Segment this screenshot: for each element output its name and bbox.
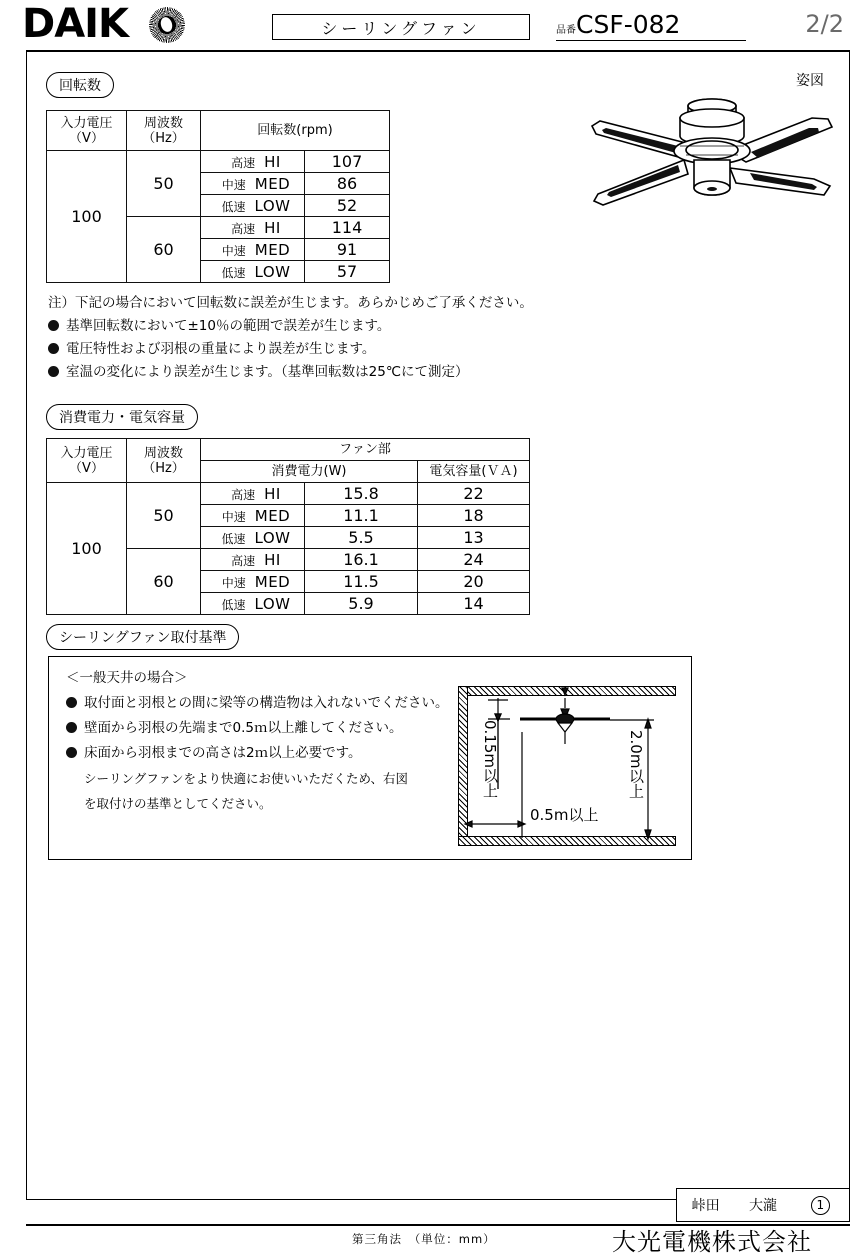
rpm-value-50-low: 52: [305, 195, 390, 217]
table-row: [47, 151, 390, 173]
table-header-row: [47, 439, 530, 461]
power-frequency-60: 60: [127, 549, 201, 615]
rpm-value-50-hi: 107: [305, 151, 390, 173]
install-item-0: [66, 691, 449, 716]
power-speed-60-med: [201, 571, 305, 593]
speed-en: MED: [254, 174, 291, 193]
power-value-50-med: 11.1: [305, 505, 418, 527]
power-header-power: 消費電力(W): [201, 461, 418, 483]
speed-jp: 低速: [221, 531, 246, 546]
rpm-speed-50-hi: [201, 151, 305, 173]
speed-en: HI: [264, 484, 281, 503]
capacity-value-50-med: 18: [418, 505, 530, 527]
speed-jp: 高速: [231, 221, 256, 236]
install-item-0-text: 取付面と羽根との間に梁等の構造物は入れないでください。: [84, 695, 449, 711]
power-table: [46, 438, 530, 615]
daiko-logo: [22, 1, 129, 47]
speed-jp: 高速: [231, 155, 256, 170]
speed-en: LOW: [254, 528, 291, 547]
dim-label-wall: 0.5m以上: [530, 806, 599, 824]
daiko-logo-text: DAIK: [22, 1, 129, 47]
power-header-voltage-line2: （V）: [69, 460, 104, 476]
table-row: [47, 483, 530, 505]
install-sub-line-2: を取付けの基準としてください。: [84, 796, 272, 811]
section-label-install: シーリングファン取付基準: [46, 624, 239, 650]
speed-en: HI: [264, 152, 281, 171]
install-text-block: [66, 666, 449, 816]
bullet-icon: [48, 320, 59, 331]
note-item-0: [48, 315, 533, 338]
rpm-header-freq-line1: 周波数: [143, 115, 183, 131]
install-sub-line-1: シーリングファンをより快適にお使いいただくため、右図: [84, 771, 409, 786]
power-speed-50-low: [201, 527, 305, 549]
rpm-header-voltage: [47, 111, 127, 151]
power-value-50-low: 5.5: [305, 527, 418, 549]
power-header-voltage: [47, 439, 127, 483]
power-value-60-med: 11.5: [305, 571, 418, 593]
signature-name-1: 峠田: [691, 1198, 720, 1214]
speed-en: HI: [264, 550, 281, 569]
speed-jp: 低速: [221, 199, 246, 214]
daiko-burst-icon: [152, 10, 182, 40]
rpm-notes: [48, 292, 533, 384]
speed-jp: 低速: [221, 265, 246, 280]
rpm-value-60-hi: 114: [305, 217, 390, 239]
power-header-capacity: 電気容量(ＶＡ): [418, 461, 530, 483]
rpm-speed-60-low: [201, 261, 305, 283]
rpm-header-voltage-line1: 入力電圧: [60, 115, 113, 131]
note-item-1: [48, 338, 533, 361]
rpm-table: [46, 110, 390, 283]
product-title-box: [272, 14, 530, 40]
revision-marker: [792, 1196, 849, 1215]
dim-label-ceiling: 0.15m以上: [481, 720, 499, 799]
table-header-row: [47, 111, 390, 151]
note-item-2: [48, 361, 533, 384]
power-value-60-low: 5.9: [305, 593, 418, 615]
document-header: [0, 0, 860, 52]
speed-en: LOW: [254, 196, 291, 215]
power-value-50-hi: 15.8: [305, 483, 418, 505]
capacity-value-60-low: 14: [418, 593, 530, 615]
rpm-header-freq-line2: （Hz）: [142, 130, 185, 146]
section-label-rpm: 回転数: [46, 72, 114, 98]
note-item-0-text: 基準回転数において±10％の範囲で誤差が生じます。: [66, 318, 391, 334]
signature-name-2: 大瀧: [748, 1198, 777, 1214]
capacity-value-50-low: 13: [418, 527, 530, 549]
power-speed-60-low: [201, 593, 305, 615]
signature-box: [676, 1188, 850, 1222]
rpm-speed-50-med: [201, 173, 305, 195]
speed-jp: 高速: [231, 487, 256, 502]
speed-en: HI: [264, 218, 281, 237]
speed-jp: 高速: [231, 553, 256, 568]
rpm-frequency-60: 60: [127, 217, 201, 283]
install-heading: ＜一般天井の場合＞: [66, 670, 188, 686]
speed-en: MED: [254, 572, 291, 591]
power-header-voltage-line1: 入力電圧: [60, 445, 113, 461]
installation-clearance-diagram: [458, 686, 676, 846]
speed-en: MED: [254, 506, 291, 525]
product-title: シーリングファン: [321, 18, 481, 38]
power-header-freq-line2: （Hz）: [142, 460, 185, 476]
bullet-icon: [66, 722, 77, 733]
capacity-value-60-hi: 24: [418, 549, 530, 571]
model-number-group: [556, 12, 746, 41]
install-item-1: [66, 716, 449, 741]
power-voltage-value: 100: [47, 483, 127, 615]
model-number-label: 品番: [556, 25, 576, 36]
note-item-1-text: 電圧特性および羽根の重量により誤差が生じます。: [66, 341, 376, 357]
speed-en: LOW: [254, 594, 291, 613]
power-header-fan-section: ファン部: [201, 439, 530, 461]
rpm-speed-60-med: [201, 239, 305, 261]
rpm-voltage-value: 100: [47, 151, 127, 283]
speed-jp: 中速: [221, 575, 246, 590]
note-item-2-text: 室温の変化により誤差が生じます。（基準回転数は25℃にて測定）: [66, 364, 469, 380]
rpm-header-voltage-line2: （V）: [69, 130, 104, 146]
speed-jp: 低速: [221, 597, 246, 612]
speed-jp: 中速: [221, 243, 246, 258]
install-item-2: [66, 741, 449, 766]
company-name: 大光電機株式会社: [612, 1228, 812, 1256]
power-frequency-50: 50: [127, 483, 201, 549]
power-header-frequency: [127, 439, 201, 483]
capacity-value-50-hi: 22: [418, 483, 530, 505]
power-value-60-hi: 16.1: [305, 549, 418, 571]
speed-en: MED: [254, 240, 291, 259]
rpm-header-rpm: 回転数(rpm): [201, 111, 390, 151]
rpm-speed-60-hi: [201, 217, 305, 239]
note-intro: 注）下記の場合において回転数に誤差が生じます。あらかじめご了承ください。: [48, 295, 533, 311]
speed-jp: 中速: [221, 177, 246, 192]
power-speed-50-hi: [201, 483, 305, 505]
page-number: 2/2: [805, 10, 844, 38]
install-item-2-text: 床面から羽根までの高さは2ｍ以上必要です。: [84, 745, 362, 761]
bullet-icon: [48, 343, 59, 354]
ceiling-fan-illustration: [576, 88, 848, 220]
model-number-value: CSF-082: [576, 10, 681, 39]
power-speed-50-med: [201, 505, 305, 527]
rpm-value-50-med: 86: [305, 173, 390, 195]
rpm-speed-50-low: [201, 195, 305, 217]
power-header-freq-line1: 周波数: [143, 445, 183, 461]
section-label-power: 消費電力・電気容量: [46, 404, 198, 430]
rpm-frequency-50: 50: [127, 151, 201, 217]
dim-label-floor: 2.0m以上: [627, 730, 645, 799]
power-speed-60-hi: [201, 549, 305, 571]
capacity-value-60-med: 20: [418, 571, 530, 593]
install-item-1-text: 壁面から羽根の先端まで0.5ｍ以上離してください。: [84, 720, 403, 736]
speed-en: LOW: [254, 262, 291, 281]
rpm-value-60-low: 57: [305, 261, 390, 283]
bullet-icon: [66, 697, 77, 708]
bullet-icon: [66, 747, 77, 758]
rpm-header-frequency: [127, 111, 201, 151]
speed-jp: 中速: [221, 509, 246, 524]
view-label: 姿図: [796, 73, 824, 89]
rpm-value-60-med: 91: [305, 239, 390, 261]
projection-method: 第三角法 （単位：mm）: [352, 1232, 496, 1246]
bullet-icon: [48, 366, 59, 377]
revision-number: 1: [811, 1196, 830, 1215]
